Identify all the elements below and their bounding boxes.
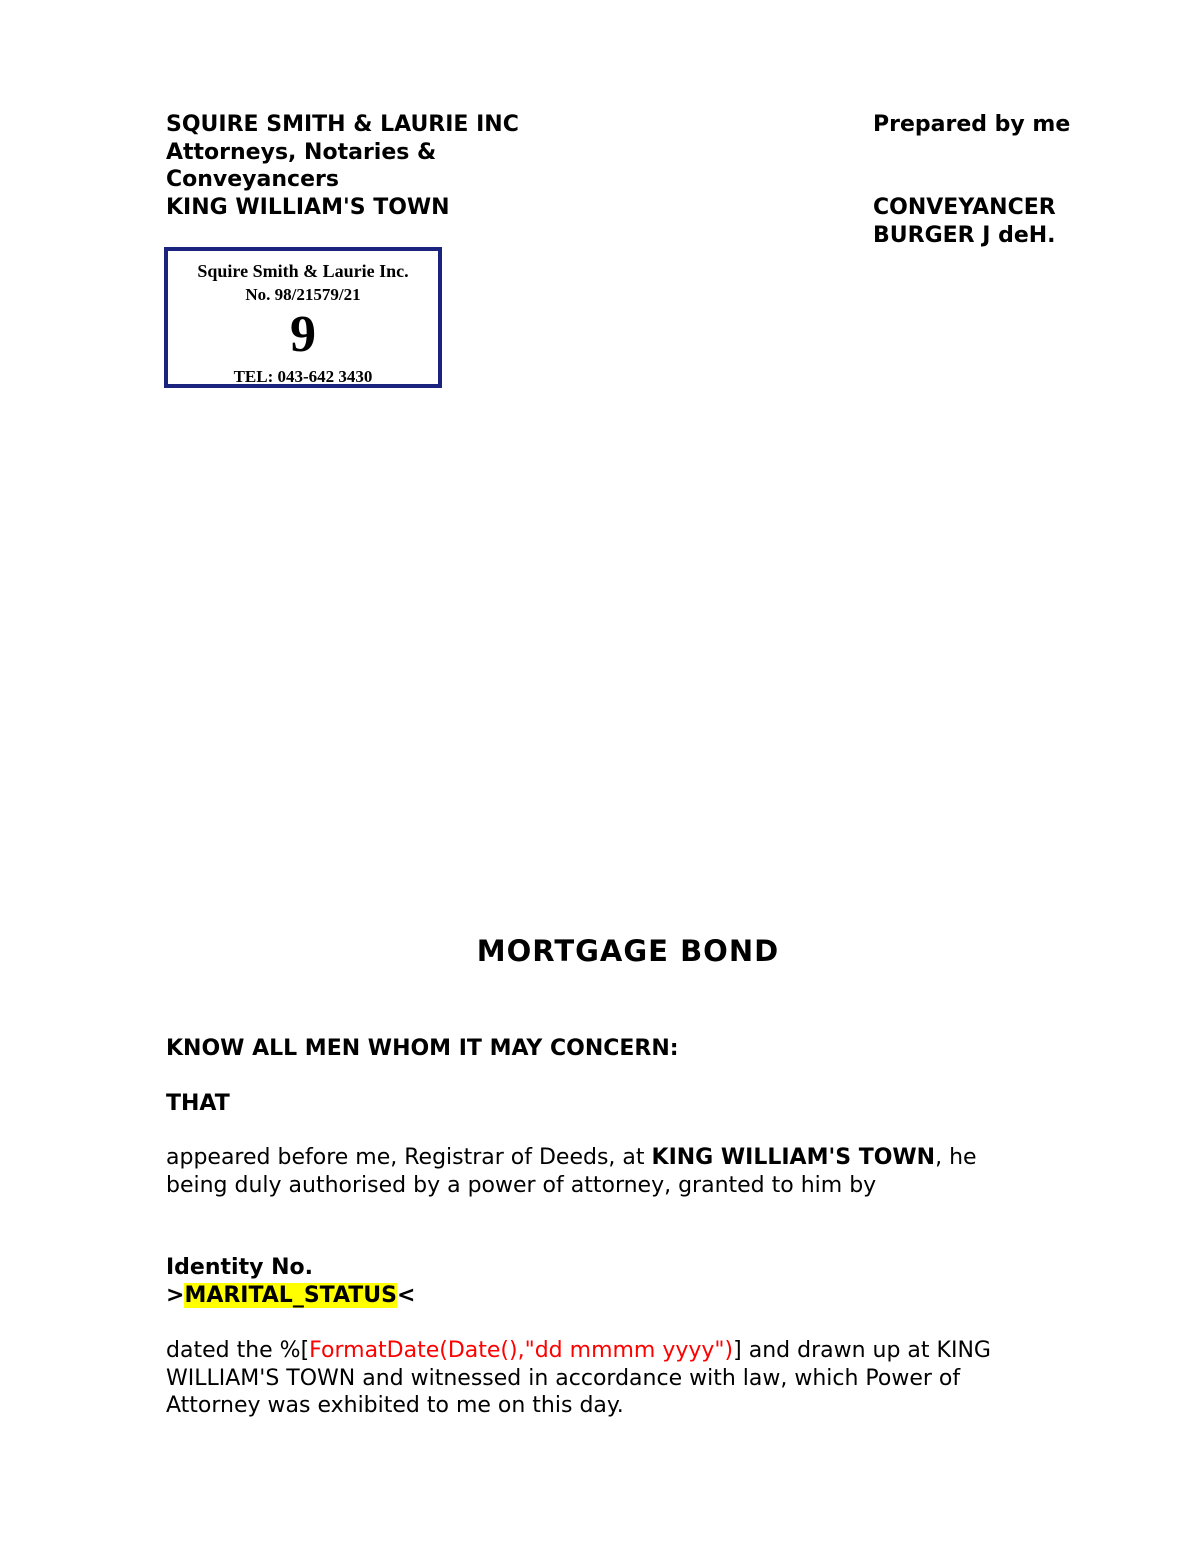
firm-header	[166, 111, 519, 221]
appearance-text-end: , he	[935, 1145, 977, 1170]
document-title: MORTGAGE BOND	[476, 934, 780, 968]
stamp-registration-number: No. 98/21579/21	[245, 285, 361, 304]
dated-line3: Attorney was exhibited to me on this day.	[166, 1393, 624, 1418]
marital-status-field[interactable]: MARITAL_STATUS	[184, 1283, 398, 1308]
that-heading: THAT	[166, 1091, 230, 1116]
firm-stamp	[164, 247, 442, 388]
identity-block	[166, 1254, 415, 1310]
stamp-telephone: TEL: 043-642 3430	[233, 367, 373, 386]
marital-open: >	[166, 1283, 185, 1308]
firm-description-line2: Conveyancers	[166, 167, 339, 192]
firm-name: SQUIRE SMITH & LAURIE INC	[166, 112, 519, 137]
conveyancer-label: CONVEYANCER	[873, 195, 1056, 220]
firm-description-line1: Attorneys, Notaries &	[166, 139, 437, 165]
stamp-firm-name: Squire Smith & Laurie Inc.	[197, 261, 409, 281]
appearance-line2: being duly authorised by a power of attorney, granted to him by	[166, 1173, 877, 1198]
conveyancer-name: BURGER J deH.	[873, 222, 1056, 248]
dated-line1	[166, 1337, 991, 1365]
marital-close: <	[397, 1283, 416, 1308]
stamp-big-number: 9	[290, 306, 316, 363]
firm-town: KING WILLIAM'S TOWN	[166, 194, 450, 220]
dated-paragraph	[166, 1337, 991, 1420]
identity-label: Identity No.	[166, 1255, 313, 1280]
prepared-by: Prepared by me	[873, 112, 1071, 137]
dated-text: dated the %[	[166, 1338, 310, 1363]
conveyancer-block	[873, 194, 1056, 249]
dated-text-end: ] and drawn up at KING	[733, 1338, 991, 1363]
marital-status-line	[166, 1282, 415, 1310]
appearance-text: appeared before me, Registrar of Deeds, at	[166, 1145, 652, 1170]
appearance-line1	[166, 1144, 977, 1172]
dated-line2: WILLIAM'S TOWN and witnessed in accordance with law, which Power of	[166, 1365, 961, 1391]
appearance-paragraph	[166, 1144, 977, 1200]
appearance-place: KING WILLIAM'S TOWN	[651, 1145, 936, 1170]
know-all-men-heading: KNOW ALL MEN WHOM IT MAY CONCERN:	[166, 1036, 679, 1061]
date-formula-field[interactable]: FormatDate(Date(),"dd mmmm yyyy")	[309, 1338, 734, 1363]
